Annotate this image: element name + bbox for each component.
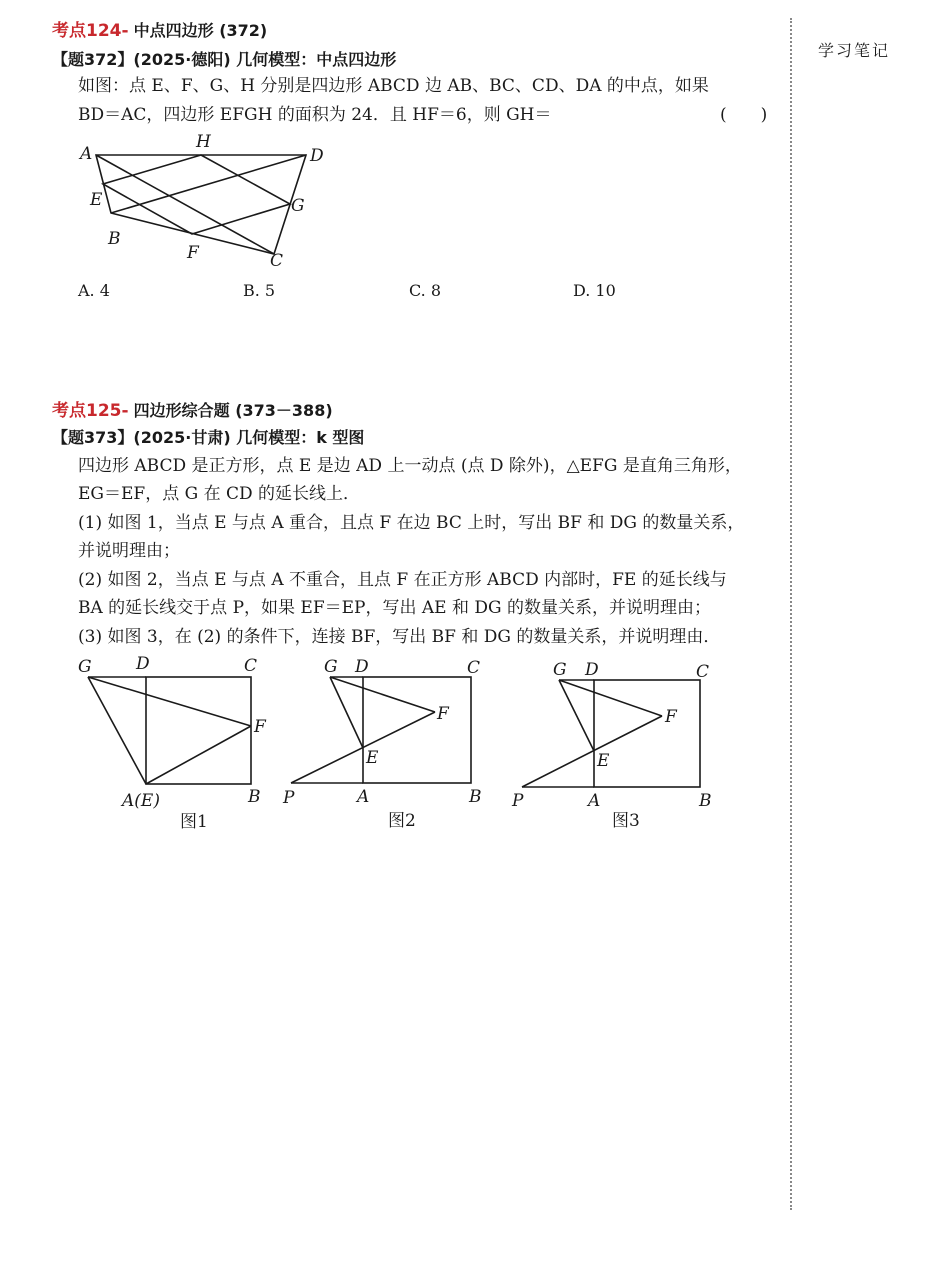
segment-gf [330,677,435,712]
f2-label-c: C [467,658,481,678]
notes-label: 学习笔记 [818,41,891,60]
f1-label-d: D [136,654,150,674]
f2-label-a: A [357,787,370,807]
f2-label-e: E [366,748,379,768]
f3-label-g: G [553,660,567,680]
q372-answer-paren: ( ) [720,105,768,125]
choice-b: B. 5 [243,281,276,300]
label-a: A [80,144,93,164]
q372-header: 【题372】(2025·德阳) 几何模型：中点四边形 [52,50,397,69]
label-e: E [90,190,103,210]
square-abcd [146,677,251,784]
figure-1 [70,650,280,835]
segment-gf [88,677,251,726]
f2-label-b: B [469,787,482,807]
f3-label-p: P [512,791,524,811]
diagonal-ac [96,155,274,254]
label-f: F [187,243,199,263]
q372-line1: 如图：点 E、F、G、H 分别是四边形 ABCD 边 AB、BC、CD、DA 的中点，如果 [78,76,709,96]
quad-abcd [96,155,306,254]
f3-label-e: E [597,751,610,771]
f1-label-f: F [254,717,266,737]
segment-ef [146,726,251,784]
q372-line2: BD＝AC，四边形 EFGH 的面积为 24．且 HF＝6，则 GH＝ [78,105,552,125]
f2-caption: 图2 [388,811,416,831]
q373-line-6: BA 的延长线交于点 P，如果 EF＝EP，写出 AE 和 DG 的数量关系，并说明理由； [78,598,711,618]
f1-label-ae: A(E) [122,791,160,811]
f1-label-b: B [248,787,261,807]
label-c: C [270,251,284,270]
f1-label-c: C [244,656,258,676]
q373-line-4: 并说明理由； [78,541,180,561]
label-d: D [310,146,324,166]
label-h: H [196,132,211,152]
f3-label-a: A [588,791,601,811]
section-124-title: 中点四边形 (372) [133,21,268,40]
q373-line-1: 四边形 ABCD 是正方形，点 E 是边 AD 上一动点 (点 D 除外)，△EFG 是直角三角形， [78,456,742,476]
q373-header: 【题373】(2025·甘肃) 几何模型：k 型图 [52,428,365,447]
f1-caption: 图1 [180,812,208,832]
f3-label-c: C [696,662,710,682]
label-g: G [291,196,305,216]
f3-label-f: F [665,707,677,727]
f3-label-d: D [585,660,599,680]
figure-3 [505,650,730,835]
quad-efgh [103,155,290,234]
q373-line-2: EG＝EF，点 G 在 CD 的延长线上． [78,484,361,504]
q373-line-5: (2) 如图 2，当点 E 与点 A 不重合，且点 F 在正方形 ABCD 内部时，FE 的延长线与 [78,570,727,590]
section-124-code: 考点124- [52,21,129,41]
q373-line-7: (3) 如图 3，在 (2) 的条件下，连接 BF，写出 BF 和 DG 的数量关系，并说明理由． [78,627,721,647]
choice-a: A. 4 [78,281,110,300]
q372-figure [70,128,340,270]
section-124-heading [52,16,267,41]
figure-2 [280,650,500,835]
f2-label-d: D [355,657,369,677]
section-125-code: 考点125- [52,401,129,421]
f2-label-p: P [283,788,295,808]
segment-ge [330,677,363,748]
f2-label-f: F [437,704,449,724]
f3-caption: 图3 [612,811,640,831]
label-b: B [108,229,121,249]
segment-pf [522,716,662,787]
f3-label-b: B [699,791,712,811]
notes-divider [790,18,792,1210]
q373-line-3: (1) 如图 1，当点 E 与点 A 重合，且点 F 在边 BC 上时，写出 BF 和 DG 的数量关系， [78,513,745,533]
f1-label-g: G [78,657,92,677]
f2-label-g: G [324,657,338,677]
choice-c: C. 8 [409,281,442,300]
section-125-heading [52,396,333,421]
square-abcd [594,680,700,787]
section-125-title: 四边形综合题 (373－388) [133,401,333,420]
segment-ge [88,677,146,784]
choice-d: D. 10 [573,281,616,300]
